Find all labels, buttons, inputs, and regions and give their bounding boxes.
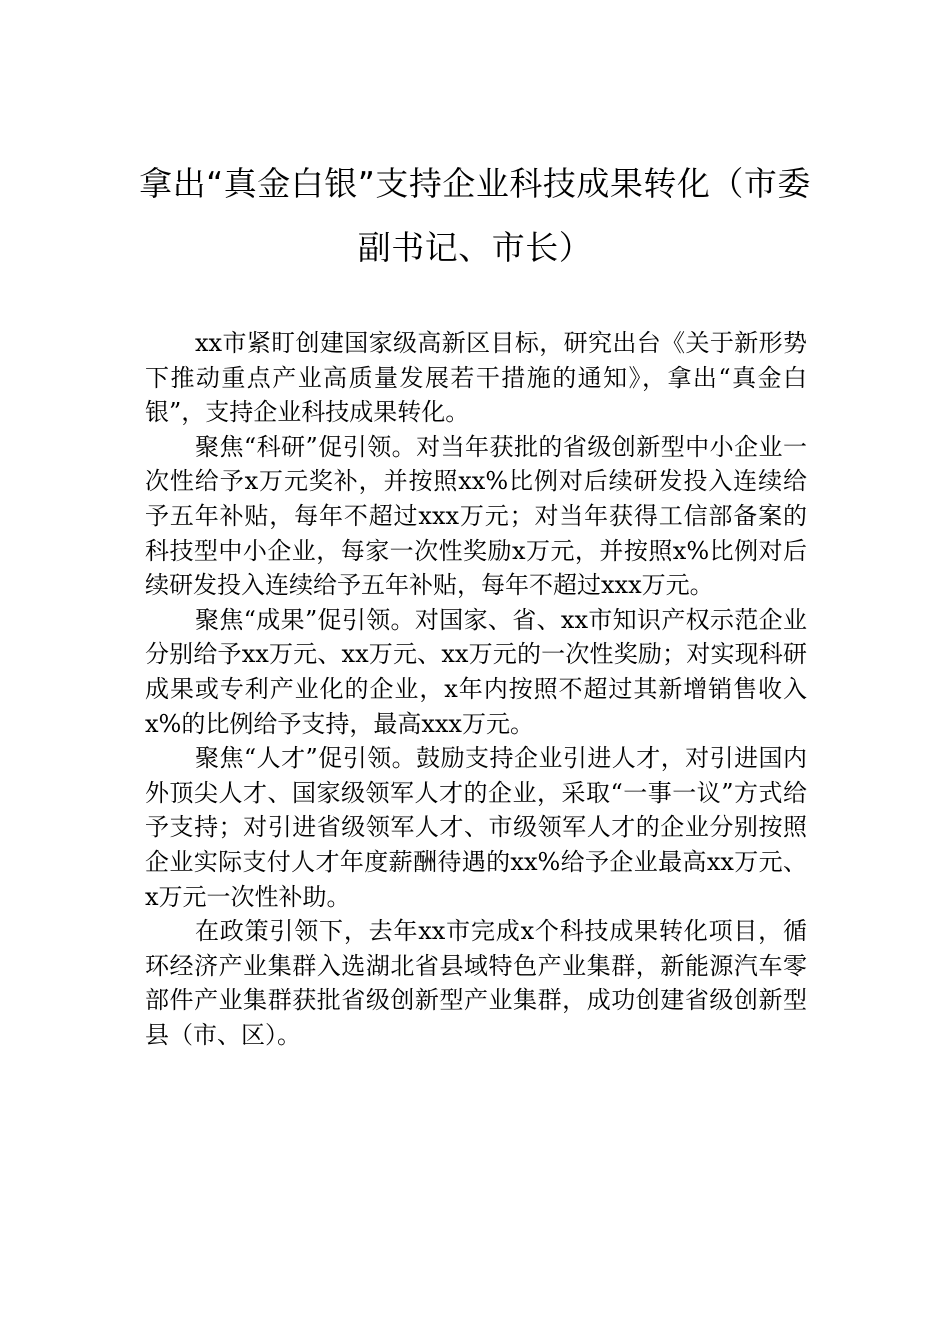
paragraph-results: 在政策引领下，去年xx市完成x个科技成果转化项目，循环经济产业集群入选湖北省县域特色产业集群，新能源汽车零部件产业集群获批省级创新型产业集群，成功创建省级创新型县（市、区）。 bbox=[145, 917, 807, 1049]
document-body bbox=[145, 326, 807, 1052]
document-title: 拿出“真金白银”支持企业科技成果转化（市委副书记、市长） bbox=[139, 164, 811, 267]
paragraph-research: 聚焦“科研”促引领。对当年获批的省级创新型中小企业一次性给予x万元奖补，并按照xx%比例对后续研发投入连续给予五年补贴，每年不超过xxx万元；对当年获得工信部备案的科技型中小企业，每家一次性奖励x万元，并按照x%比例对后续研发投入连续给予五年补贴，每年不超过xxx万元。 bbox=[145, 432, 807, 600]
paragraph-talent: 聚焦“人才”促引领。鼓励支持企业引进人才，对引进国内外顶尖人才、国家级领军人才的企业，采取“一事一议”方式给予支持；对引进省级领军人才、市级领军人才的企业分别按照企业实际支付人才年度薪酬待遇的xx%给予企业最高xx万元、x万元一次性补助。 bbox=[145, 744, 807, 911]
paragraph-intro: xx市紧盯创建国家级高新区目标，研究出台《关于新形势下推动重点产业高质量发展若干措施的通知》，拿出“真金白银”，支持企业科技成果转化。 bbox=[145, 329, 807, 427]
paragraph-achievements: 聚焦“成果”促引领。对国家、省、xx市知识产权示范企业分别给予xx万元、xx万元、xx万元的一次性奖励；对实现科研成果或专利产业化的企业，x年内按照不超过其新增销售收入x%的比例给予支持，最高xxx万元。 bbox=[145, 605, 807, 738]
